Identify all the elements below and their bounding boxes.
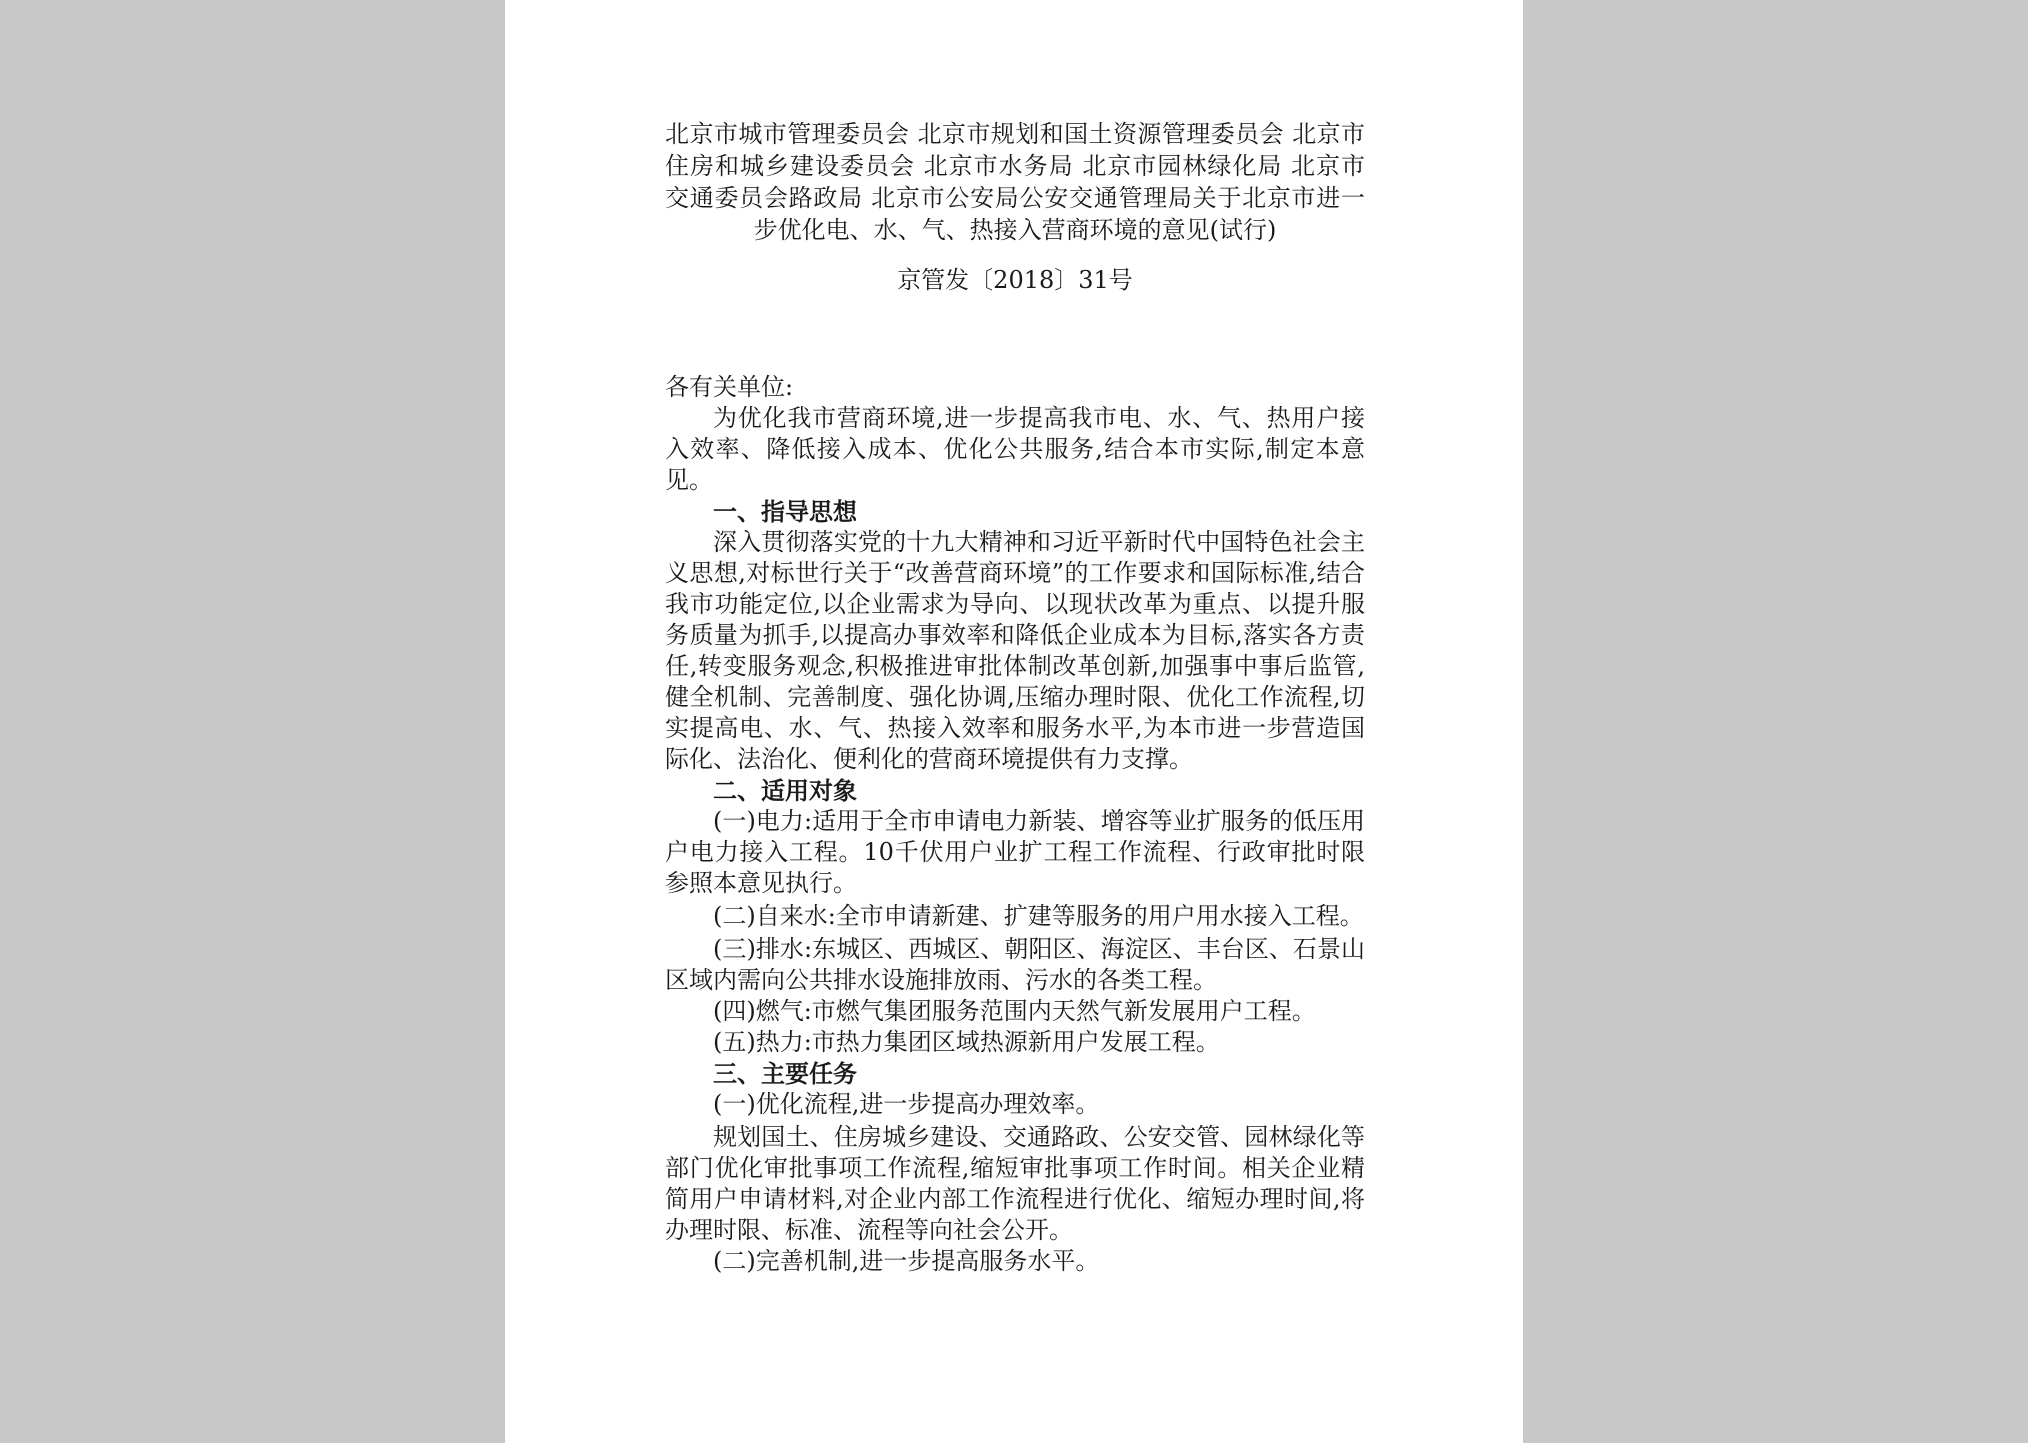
document-number: 京管发〔2018〕31号 bbox=[897, 266, 1133, 294]
scope-item-heat: (五)热力:市热力集团区域热源新用户发展工程。 bbox=[713, 1028, 1220, 1056]
section-heading-main-tasks: 三、主要任务 bbox=[713, 1059, 857, 1088]
scope-item-water: (二)自来水:全市申请新建、扩建等服务的用户用水接入工程。 bbox=[713, 902, 1364, 930]
task-1-heading: (一)优化流程,进一步提高办理效率。 bbox=[713, 1090, 1100, 1118]
document-title bbox=[665, 118, 1365, 246]
document-page bbox=[505, 0, 1523, 1443]
section-heading-scope: 二、适用对象 bbox=[713, 776, 857, 805]
document-body bbox=[665, 372, 1365, 1277]
task-2-heading: (二)完善机制,进一步提高服务水平。 bbox=[713, 1247, 1100, 1275]
guiding-ideology-paragraph: 深入贯彻落实党的十九大精神和习近平新时代中国特色社会主义思想,对标世行关于“改善营商环境”的工作要求和国际标准,结合我市功能定位,以企业需求为导向、以现状改革为重点、以提升服务质量为抓手,以提高办事效率和降低企业成本为目标,落实各方责任,转变服务观念,积极推进审批体制改革创新,加强事中事后监管,健全机制、完善制度、强化协调,压缩办理时限、优化工作流程,切实提高电、水、气、热接入效率和服务水平,为本市进一步营造国际化、法治化、便利化的营商环境提供有力支撑。 bbox=[665, 528, 1365, 773]
task-1-paragraph: 规划国土、住房城乡建设、交通路政、公安交管、园林绿化等部门优化审批事项工作流程,缩短审批事项工作时间。相关企业精简用户申请材料,对企业内部工作流程进行优化、缩短办理时间,将办理时限、标准、流程等向社会公开。 bbox=[665, 1123, 1365, 1244]
intro-paragraph: 为优化我市营商环境,进一步提高我市电、水、气、热用户接入效率、降低接入成本、优化公共服务,结合本市实际,制定本意见。 bbox=[665, 404, 1365, 494]
salutation: 各有关单位: bbox=[665, 373, 794, 401]
title-line-1: 北京市城市管理委员会 北京市规划和国土资源管理委员会 北京市 bbox=[665, 120, 1365, 148]
document-content bbox=[665, 118, 1365, 1277]
title-line-3: 交通委员会路政局 北京市公安局公安交通管理局关于北京市进一 bbox=[665, 184, 1365, 212]
section-heading-guiding-ideology: 一、指导思想 bbox=[713, 497, 857, 526]
scope-item-power: (一)电力:适用于全市申请电力新装、增容等业扩服务的低压用户电力接入工程。10千伏用户业扩工程工作流程、行政审批时限参照本意见执行。 bbox=[665, 807, 1365, 897]
scope-item-gas: (四)燃气:市燃气集团服务范围内天然气新发展用户工程。 bbox=[713, 997, 1316, 1025]
scope-item-drainage: (三)排水:东城区、西城区、朝阳区、海淀区、丰台区、石景山区域内需向公共排水设施排放雨、污水的各类工程。 bbox=[665, 935, 1365, 994]
title-line-2: 住房和城乡建设委员会 北京市水务局 北京市园林绿化局 北京市 bbox=[665, 152, 1365, 180]
title-line-4: 步优化电、水、气、热接入营商环境的意见(试行) bbox=[753, 216, 1277, 244]
